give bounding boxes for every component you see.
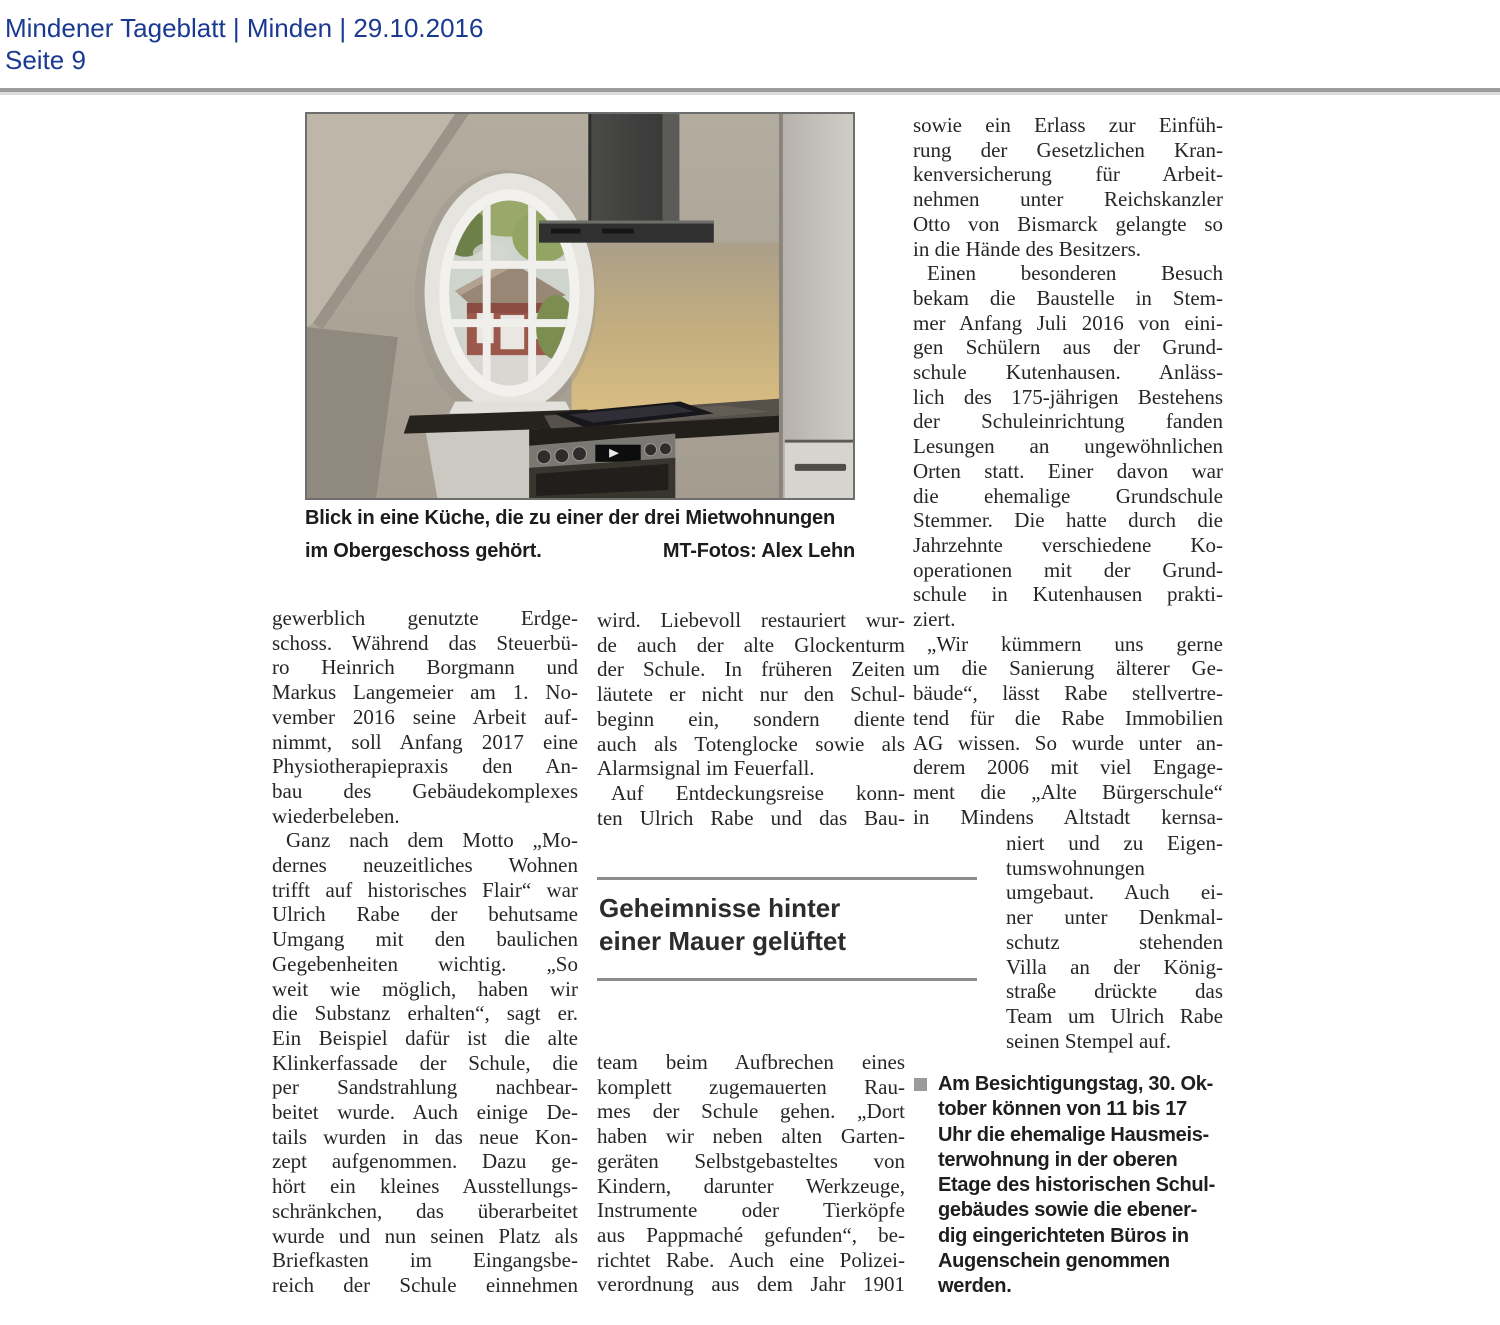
text-line: Umgang mit den baulichen xyxy=(272,927,578,952)
text-line: beitet wurde. Auch einige De- xyxy=(272,1100,578,1125)
text-line: Kindern, darunter Werkzeuge, xyxy=(597,1173,905,1198)
text-line: „Wir kümmern uns gerne xyxy=(927,631,1223,656)
article-photo xyxy=(305,112,855,500)
note-line: werden. xyxy=(938,1275,1012,1298)
text-line: team beim Aufbrechen eines xyxy=(597,1050,905,1074)
text-line: de auch der alte Glockenturm xyxy=(597,632,905,657)
text-line: kenversicherung für Arbeit- xyxy=(913,162,1223,187)
note-line: Am Besichtigungstag, 30. Ok- xyxy=(938,1073,1213,1095)
text-line: die Substanz erhalten“, sagt er. xyxy=(272,1001,578,1026)
text-line: Physiotherapiepraxis den An- xyxy=(272,754,578,779)
note-line: gebäudes sowie die ebener- xyxy=(938,1199,1197,1222)
text-line: haben wir neben alten Garten- xyxy=(597,1124,905,1149)
text-line: mes der Schule gehen. „Dort xyxy=(597,1099,905,1124)
photo-credit: MT-Fotos: Alex Lehn xyxy=(662,540,855,562)
text-line: umgebaut. Auch ei- xyxy=(1006,880,1223,905)
text-line: nimmt, soll Anfang 2017 eine xyxy=(272,729,578,754)
text-line: Jahrzehnte verschiedene Ko- xyxy=(913,532,1223,557)
text-line: Lesungen an ungewöhnlichen xyxy=(913,434,1223,459)
text-line: wurde und nun seinen Platz als xyxy=(272,1223,578,1248)
text-line: Ganz nach dem Motto „Mo- xyxy=(286,828,578,853)
text-line: nehmen unter Reichskanzler xyxy=(913,187,1223,212)
text-line: bekam die Baustelle in Stem- xyxy=(913,285,1223,310)
note-line: Etage des historischen Schul- xyxy=(938,1174,1215,1197)
text-line: ziert. xyxy=(913,607,956,632)
text-line: gewerblich genutzte Erdge- xyxy=(272,606,578,630)
text-line: tumswohnungen xyxy=(1006,855,1145,880)
text-line: Einen besonderen Besuch xyxy=(927,261,1223,286)
text-line: weit wie möglich, haben wir xyxy=(272,976,578,1001)
text-line: in die Hände des Besitzers. xyxy=(913,236,1142,261)
column-left xyxy=(272,606,578,1298)
text-line: Villa an der König- xyxy=(1006,954,1223,979)
drawer-handle xyxy=(795,464,846,471)
text-line: niert und zu Eigen- xyxy=(1006,831,1223,855)
text-line: auch als Totenglocke sowie als xyxy=(597,731,905,756)
text-line: in Mindens Altstadt kernsa- xyxy=(913,804,1223,829)
text-line: schoss. Während das Steuerbü- xyxy=(272,630,578,655)
text-line: operationen mit der Grund- xyxy=(913,557,1223,582)
caption-line2: im Obergeschoss gehört. xyxy=(305,540,542,562)
column-middle-top xyxy=(597,608,905,830)
text-line: bäude“, lässt Rabe stellvertre- xyxy=(913,681,1223,706)
note-bullet-square xyxy=(914,1078,927,1091)
text-line: Alarmsignal im Feuerfall. xyxy=(597,756,815,781)
subheadline-line1: Geheimnisse hinter xyxy=(599,893,841,923)
text-line: schule Kutenhausen. Anläss- xyxy=(913,360,1223,385)
text-line: schutz stehenden xyxy=(1006,929,1223,954)
text-line: ten Ulrich Rabe und das Bau- xyxy=(597,805,905,830)
text-line: sowie ein Erlass zur Einfüh- xyxy=(913,113,1223,137)
text-line: läutete er nicht nur den Schul- xyxy=(597,682,905,707)
text-line: Klinkerfassade der Schule, die xyxy=(272,1050,578,1075)
note-text xyxy=(938,1072,1215,1300)
text-line: Briefkasten im Eingangsbe- xyxy=(272,1248,578,1273)
photo-caption xyxy=(305,502,855,568)
text-line: beginn ein, sondern diente xyxy=(597,706,905,731)
text-line: rung der Gesetzlichen Kran- xyxy=(913,137,1223,162)
column-right-wrapped-segment xyxy=(1006,831,1223,1053)
text-line: richtet Rabe. Auch eine Polizei- xyxy=(597,1247,905,1272)
text-line: lich des 175-jährigen Bestehens xyxy=(913,384,1223,409)
text-line: AG wissen. So wurde unter an- xyxy=(913,730,1223,755)
text-line: Team um Ulrich Rabe xyxy=(1006,1003,1223,1028)
text-line: aus Pappmaché gefunden“, be- xyxy=(597,1222,905,1247)
text-line: der Schuleinrichtung fanden xyxy=(913,409,1223,434)
text-line: ro Heinrich Borgmann und xyxy=(272,655,578,680)
text-line: komplett zugemauerten Rau- xyxy=(597,1074,905,1099)
text-line: die ehemalige Grundschule xyxy=(913,483,1223,508)
text-line: bau des Gebäudekomplexes xyxy=(272,778,578,803)
text-line: Orten statt. Einer davon war xyxy=(913,458,1223,483)
note-line: Augenschein genommen xyxy=(938,1250,1170,1273)
text-line: der Schule. In früheren Zeiten xyxy=(597,657,905,682)
backsplash-wall xyxy=(572,243,781,426)
column-right xyxy=(913,113,1223,829)
header-divider xyxy=(0,88,1500,95)
visit-note xyxy=(913,1072,1215,1300)
text-line: Markus Langemeier am 1. No- xyxy=(272,680,578,705)
text-line: um die Sanierung älterer Ge- xyxy=(913,656,1223,681)
text-line: wird. Liebevoll restauriert wur- xyxy=(597,608,905,632)
source-line: Mindener Tageblatt | Minden | 29.10.2016 xyxy=(5,13,484,43)
text-line: Otto von Bismarck gelangte so xyxy=(913,211,1223,236)
text-line: per Sandstrahlung nachbear- xyxy=(272,1075,578,1100)
text-line: hört ein kleines Ausstellungs- xyxy=(272,1174,578,1199)
text-line: ment die „Alte Bürgerschule“ xyxy=(913,779,1223,804)
text-line: tend für die Rabe Immobilien xyxy=(913,705,1223,730)
text-line: Ein Beispiel dafür ist die alte xyxy=(272,1025,578,1050)
note-line: tober können von 11 bis 17 xyxy=(938,1098,1187,1121)
text-line: schule in Kutenhausen prakti- xyxy=(913,582,1223,607)
caption-line1: Blick in eine Küche, die zu einer der drei Mietwohnungen xyxy=(305,507,836,529)
note-line: Uhr die ehemalige Hausmeis- xyxy=(938,1123,1209,1146)
text-line: mer Anfang Juli 2016 von eini- xyxy=(913,310,1223,335)
text-line: Gegebenheiten wichtig. „So xyxy=(272,951,578,976)
page-number-line: Seite 9 xyxy=(5,45,86,75)
cabinet-column xyxy=(779,114,853,498)
text-line: seinen Stempel auf. xyxy=(1006,1028,1172,1053)
text-line: gen Schülern aus der Grund- xyxy=(913,335,1223,360)
text-line: reich der Schule einnehmen xyxy=(272,1272,578,1297)
note-line: dig eingerichteten Büros in xyxy=(938,1224,1189,1247)
text-line: schränkchen, das überarbeitet xyxy=(272,1198,578,1223)
text-line: derem 2006 mit viel Engage- xyxy=(913,755,1223,780)
text-line: zept aufgenommen. Dazu ge- xyxy=(272,1149,578,1174)
note-line: terwohnung in der oberen xyxy=(938,1148,1178,1171)
column-middle-bottom xyxy=(597,1050,905,1297)
text-line: Instrumente oder Tierköpfe xyxy=(597,1198,905,1223)
kitchen-photo-svg xyxy=(307,114,853,498)
text-line: Ulrich Rabe der behutsame xyxy=(272,902,578,927)
text-line: straße drückte das xyxy=(1006,979,1223,1004)
text-line: wiederbeleben. xyxy=(272,803,400,828)
subheadline xyxy=(597,877,977,981)
text-line: ner unter Denkmal- xyxy=(1006,905,1223,930)
text-line: trifft auf historisches Flair“ war xyxy=(272,877,578,902)
text-line: verordnung aus dem Jahr 1901 xyxy=(597,1272,905,1297)
text-line: vember 2016 seine Arbeit auf- xyxy=(272,704,578,729)
text-line: geräten Selbstgebasteltes von xyxy=(597,1148,905,1173)
subheadline-line2: einer Mauer gelüftet xyxy=(599,926,847,956)
text-line: Stemmer. Die hatte durch die xyxy=(913,508,1223,533)
text-line: dernes neuzeitliches Wohnen xyxy=(272,853,578,878)
text-line: tails wurden in das neue Kon- xyxy=(272,1124,578,1149)
text-line: Auf Entdeckungsreise konn- xyxy=(611,780,905,805)
